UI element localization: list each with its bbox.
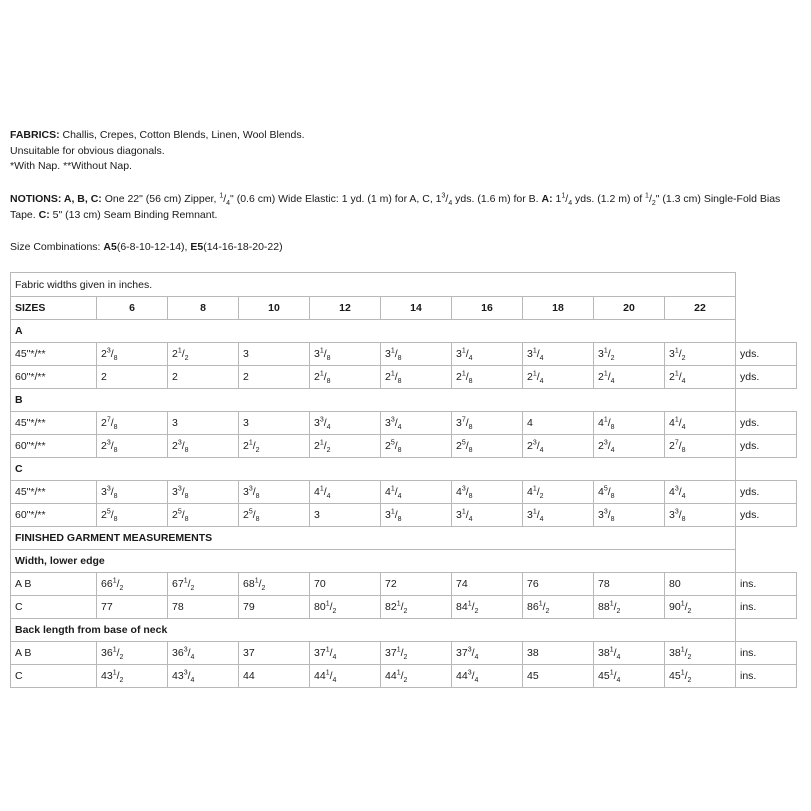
section-b-row [11, 389, 797, 412]
row-label: 60"*/** [11, 504, 97, 527]
finished-measurements-row [11, 527, 797, 550]
value-cell: $36^3/_4$ [168, 642, 239, 665]
sizes-label: SIZES [11, 297, 97, 320]
fabrics-line [10, 128, 800, 144]
value-cell: $68^1/_2$ [239, 573, 310, 596]
value-cell: $4^1/_8$ [594, 412, 665, 435]
unit-cell: ins. [736, 573, 797, 596]
notions-a-label: A: [541, 193, 553, 205]
value-cell: $3^3/_8$ [665, 504, 736, 527]
value-cell: $90^1/_2$ [665, 596, 736, 619]
value-cell: 2 [239, 366, 310, 389]
value-cell: $2^5/_8$ [97, 504, 168, 527]
value-cell: 3 [239, 412, 310, 435]
value-cell: $2^3/_4$ [523, 435, 594, 458]
unit-cell: ins. [736, 596, 797, 619]
size-combinations: Size Combinations: A5(6-8-10-12-14), E5(14-16-18-20-22) [10, 241, 283, 253]
value-cell: $82^1/_2$ [381, 596, 452, 619]
unit-cell: yds. [736, 481, 797, 504]
value-cell: $2^1/_4$ [594, 366, 665, 389]
value-cell: 4 [523, 412, 594, 435]
value-cell: $4^3/_8$ [452, 481, 523, 504]
value-cell: $2^1/_4$ [523, 366, 594, 389]
value-cell: 79 [239, 596, 310, 619]
value-cell: $2^1/_4$ [665, 366, 736, 389]
value-cell: 44 [239, 665, 310, 688]
value-cell: $2^7/_8$ [665, 435, 736, 458]
value-cell: $2^5/_8$ [452, 435, 523, 458]
value-cell: $2^1/_2$ [168, 343, 239, 366]
finished-measurements: FINISHED GARMENT MEASUREMENTS [11, 527, 736, 550]
unit-cell: ins. [736, 665, 797, 688]
row-label: 60"*/** [11, 435, 97, 458]
back-length-row [11, 619, 797, 642]
value-cell: $2^1/_8$ [452, 366, 523, 389]
blank-cell [736, 389, 797, 412]
size-header: 18 [523, 297, 594, 320]
value-cell: $3^1/_8$ [381, 504, 452, 527]
fabrics-nap-note: *With Nap. **Without Nap. [10, 160, 132, 172]
unit-cell: yds. [736, 343, 797, 366]
fabrics-label: FABRICS: [10, 129, 60, 141]
table-caption: Fabric widths given in inches. [11, 273, 736, 297]
value-cell: $3^1/_4$ [523, 504, 594, 527]
value-cell: $3^3/_4$ [310, 412, 381, 435]
value-cell: 74 [452, 573, 523, 596]
row-label: 45"*/** [11, 343, 97, 366]
blank-cell [736, 527, 797, 550]
value-cell: 78 [168, 596, 239, 619]
value-cell: $2^5/_8$ [239, 504, 310, 527]
value-cell: 77 [97, 596, 168, 619]
size-header: 8 [168, 297, 239, 320]
value-cell: $44^1/_4$ [310, 665, 381, 688]
value-cell: $3^3/_8$ [97, 481, 168, 504]
value-cell: $2^1/_8$ [381, 366, 452, 389]
row-label: C [11, 596, 97, 619]
value-cell: 80 [665, 573, 736, 596]
value-cell: $37^1/_4$ [310, 642, 381, 665]
value-cell: $2^3/_8$ [97, 343, 168, 366]
value-cell: $4^1/_2$ [523, 481, 594, 504]
value-cell: $3^1/_8$ [310, 343, 381, 366]
value-cell: 76 [523, 573, 594, 596]
row-label: 45"*/** [11, 412, 97, 435]
row-b-45 [11, 412, 797, 435]
unit-cell: ins. [736, 642, 797, 665]
unit-cell: yds. [736, 435, 797, 458]
blank-cell [736, 458, 797, 481]
size-header: 22 [665, 297, 736, 320]
value-cell: 70 [310, 573, 381, 596]
notions-c-label: C: [38, 208, 50, 221]
width-lower-edge-row [11, 550, 797, 573]
row-width-c [11, 596, 797, 619]
value-cell: $4^1/_4$ [665, 412, 736, 435]
row-back-ab [11, 642, 797, 665]
value-cell: $2^3/_8$ [97, 435, 168, 458]
value-cell: $36^1/_2$ [97, 642, 168, 665]
value-cell: $44^3/_4$ [452, 665, 523, 688]
value-cell: $4^1/_4$ [310, 481, 381, 504]
value-cell: $3^1/_4$ [452, 504, 523, 527]
row-back-c [11, 665, 797, 688]
blank-cell [736, 320, 797, 343]
row-label: A B [11, 642, 97, 665]
value-cell: $37^1/_2$ [381, 642, 452, 665]
section-a: A [11, 320, 736, 343]
value-cell: 3 [310, 504, 381, 527]
value-cell: $38^1/_2$ [665, 642, 736, 665]
value-cell: $2^1/_8$ [310, 366, 381, 389]
notions-label: NOTIONS: A, B, C: [10, 193, 102, 205]
section-a-row [11, 320, 797, 343]
row-b-60 [11, 435, 797, 458]
value-cell: $3^3/_8$ [594, 504, 665, 527]
notions-text: NOTIONS: A, B, C: One 22" (56 cm) Zipper, $^1/_4$" (0.6 cm) Wide Elastic: 1 yd. (1 m) for A, C, $1^3/_4$ yds. (1.6 m) for B. A: $1^1/_4$ yds. (1.2 m) of $^1/_2$" (1.3 cm) Single-Fold Bias Tape. C: 5" (13 cm) Seam Binding Remnant. [10, 192, 781, 221]
value-cell: $3^3/_8$ [239, 481, 310, 504]
row-label: C [11, 665, 97, 688]
row-label: 45"*/** [11, 481, 97, 504]
value-cell: $3^1/_2$ [665, 343, 736, 366]
blank-cell [736, 273, 797, 297]
value-cell: $86^1/_2$ [523, 596, 594, 619]
row-label: 60"*/** [11, 366, 97, 389]
value-cell: $43^1/_2$ [97, 665, 168, 688]
value-cell: $4^5/_8$ [594, 481, 665, 504]
value-cell: 3 [239, 343, 310, 366]
value-cell: $3^3/_4$ [381, 412, 452, 435]
row-label: A B [11, 573, 97, 596]
value-cell: $3^1/_4$ [523, 343, 594, 366]
size-header: 14 [381, 297, 452, 320]
value-cell: $3^1/_2$ [594, 343, 665, 366]
blank-cell [736, 297, 797, 320]
row-a-60 [11, 366, 797, 389]
value-cell: 2 [97, 366, 168, 389]
size-header: 6 [97, 297, 168, 320]
back-length: Back length from base of neck [11, 619, 736, 642]
value-cell: $45^1/_2$ [665, 665, 736, 688]
notions-block [10, 192, 800, 223]
value-cell: 38 [523, 642, 594, 665]
value-cell: $43^3/_4$ [168, 665, 239, 688]
value-cell: $2^7/_8$ [97, 412, 168, 435]
size-header: 12 [310, 297, 381, 320]
value-cell: $45^1/_4$ [594, 665, 665, 688]
table-caption-row [11, 273, 797, 297]
unit-cell: yds. [736, 504, 797, 527]
row-c-45 [11, 481, 797, 504]
size-header: 10 [239, 297, 310, 320]
value-cell: $2^1/_2$ [310, 435, 381, 458]
section-c-row [11, 458, 797, 481]
value-cell: 2 [168, 366, 239, 389]
value-cell: $37^3/_4$ [452, 642, 523, 665]
value-cell: $3^7/_8$ [452, 412, 523, 435]
blank-cell [736, 619, 797, 642]
fabrics-block [10, 128, 800, 175]
value-cell: $3^3/_8$ [168, 481, 239, 504]
value-cell: 78 [594, 573, 665, 596]
size-header: 16 [452, 297, 523, 320]
value-cell: 45 [523, 665, 594, 688]
value-cell: $4^3/_4$ [665, 481, 736, 504]
value-cell: $4^1/_4$ [381, 481, 452, 504]
sizes-header-row [11, 297, 797, 320]
value-cell: 72 [381, 573, 452, 596]
value-cell: $2^3/_4$ [594, 435, 665, 458]
yardage-table [10, 272, 797, 688]
value-cell: $88^1/_2$ [594, 596, 665, 619]
value-cell: $67^1/_2$ [168, 573, 239, 596]
row-a-45 [11, 343, 797, 366]
value-cell: $44^1/_2$ [381, 665, 452, 688]
row-width-ab [11, 573, 797, 596]
value-cell: $2^5/_8$ [381, 435, 452, 458]
value-cell: $66^1/_2$ [97, 573, 168, 596]
section-c: C [11, 458, 736, 481]
width-lower-edge: Width, lower edge [11, 550, 736, 573]
unit-cell: yds. [736, 366, 797, 389]
value-cell: $3^1/_4$ [452, 343, 523, 366]
value-cell: $80^1/_2$ [310, 596, 381, 619]
value-cell: $2^3/_8$ [168, 435, 239, 458]
value-cell: 37 [239, 642, 310, 665]
blank-cell [736, 550, 797, 573]
value-cell: 3 [168, 412, 239, 435]
section-b: B [11, 389, 736, 412]
size-header: 20 [594, 297, 665, 320]
row-c-60 [11, 504, 797, 527]
fabrics-unsuitable: Unsuitable for obvious diagonals. [10, 144, 165, 157]
value-cell: $38^1/_4$ [594, 642, 665, 665]
unit-cell: yds. [736, 412, 797, 435]
value-cell: $3^1/_8$ [381, 343, 452, 366]
value-cell: $84^1/_2$ [452, 596, 523, 619]
value-cell: $2^5/_8$ [168, 504, 239, 527]
value-cell: $2^1/_2$ [239, 435, 310, 458]
fabrics-text: Challis, Crepes, Cotton Blends, Linen, Wool Blends. [59, 129, 305, 141]
